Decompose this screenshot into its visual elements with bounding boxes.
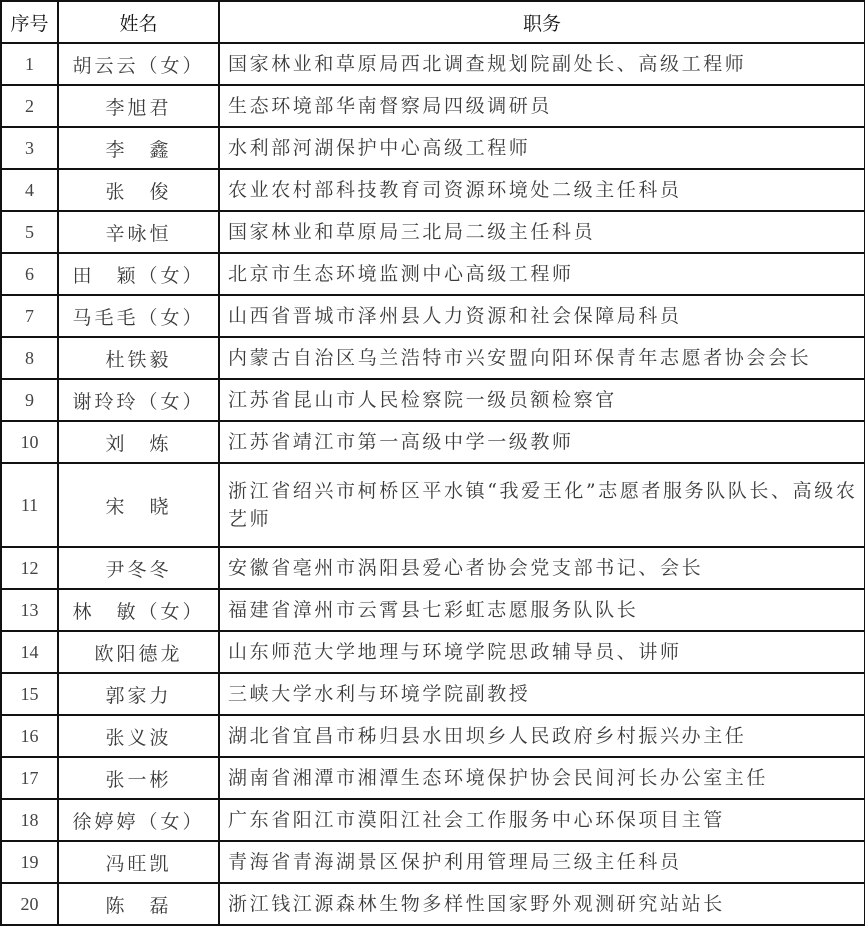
table-row: [1, 169, 865, 211]
row-name: 谢玲玲（女）: [58, 379, 219, 421]
table-row: [1, 379, 865, 421]
row-position: 江苏省昆山市人民检察院一级员额检察官: [219, 379, 865, 421]
table-row: [1, 295, 865, 337]
row-name: 张 俊: [58, 169, 219, 211]
row-position: 三峡大学水利与环境学院副教授: [219, 673, 865, 715]
row-name: 李旭君: [58, 85, 219, 127]
row-index: 14: [1, 631, 58, 673]
row-index: 8: [1, 337, 58, 379]
table-row: [1, 883, 865, 925]
row-position: 北京市生态环境监测中心高级工程师: [219, 253, 865, 295]
row-position: 生态环境部华南督察局四级调研员: [219, 85, 865, 127]
row-index: 6: [1, 253, 58, 295]
row-index: 5: [1, 211, 58, 253]
row-index: 19: [1, 841, 58, 883]
row-position: 水利部河湖保护中心高级工程师: [219, 127, 865, 169]
row-position: 福建省漳州市云霄县七彩虹志愿服务队队长: [219, 589, 865, 631]
header-index: 序号: [1, 1, 58, 43]
row-position: 山西省晋城市泽州县人力资源和社会保障局科员: [219, 295, 865, 337]
row-index: 15: [1, 673, 58, 715]
header-position: 职务: [219, 1, 865, 43]
row-index: 1: [1, 43, 58, 85]
row-position: 安徽省亳州市涡阳县爱心者协会党支部书记、会长: [219, 547, 865, 589]
row-position: 浙江省绍兴市柯桥区平水镇“我爱王化”志愿者服务队队长、高级农艺师: [219, 463, 865, 547]
row-position: 湖南省湘潭市湘潭生态环境保护协会民间河长办公室主任: [219, 757, 865, 799]
row-index: 2: [1, 85, 58, 127]
row-name: 李 鑫: [58, 127, 219, 169]
table-row: [1, 421, 865, 463]
table-row: [1, 757, 865, 799]
table-row: [1, 799, 865, 841]
row-index: 9: [1, 379, 58, 421]
table-row: [1, 715, 865, 757]
row-index: 3: [1, 127, 58, 169]
row-index: 12: [1, 547, 58, 589]
row-index: 4: [1, 169, 58, 211]
row-position: 广东省阳江市漠阳江社会工作服务中心环保项目主管: [219, 799, 865, 841]
row-name: 宋 晓: [58, 463, 219, 547]
table-row: [1, 337, 865, 379]
row-position: 国家林业和草原局三北局二级主任科员: [219, 211, 865, 253]
row-position: 浙江钱江源森林生物多样性国家野外观测研究站站长: [219, 883, 865, 925]
row-position: 内蒙古自治区乌兰浩特市兴安盟向阳环保青年志愿者协会会长: [219, 337, 865, 379]
row-position: 农业农村部科技教育司资源环境处二级主任科员: [219, 169, 865, 211]
table-row: [1, 463, 865, 547]
row-name: 陈 磊: [58, 883, 219, 925]
row-index: 20: [1, 883, 58, 925]
table-row: [1, 841, 865, 883]
row-index: 18: [1, 799, 58, 841]
row-position: 江苏省靖江市第一高级中学一级教师: [219, 421, 865, 463]
row-name: 胡云云（女）: [58, 43, 219, 85]
row-position: 国家林业和草原局西北调查规划院副处长、高级工程师: [219, 43, 865, 85]
table-row: [1, 85, 865, 127]
row-index: 11: [1, 463, 58, 547]
row-index: 13: [1, 589, 58, 631]
row-index: 7: [1, 295, 58, 337]
row-index: 17: [1, 757, 58, 799]
row-position: 山东师范大学地理与环境学院思政辅导员、讲师: [219, 631, 865, 673]
row-name: 马毛毛（女）: [58, 295, 219, 337]
table-row: [1, 547, 865, 589]
row-position: 青海省青海湖景区保护利用管理局三级主任科员: [219, 841, 865, 883]
table-row: [1, 253, 865, 295]
row-name: 徐婷婷（女）: [58, 799, 219, 841]
header-name: 姓名: [58, 1, 219, 43]
row-name: 尹冬冬: [58, 547, 219, 589]
row-name: 欧阳德龙: [58, 631, 219, 673]
table-row: [1, 211, 865, 253]
row-name: 刘 炼: [58, 421, 219, 463]
row-index: 16: [1, 715, 58, 757]
row-name: 辛咏恒: [58, 211, 219, 253]
row-position: 湖北省宜昌市秭归县水田坝乡人民政府乡村振兴办主任: [219, 715, 865, 757]
table-row: [1, 631, 865, 673]
row-index: 10: [1, 421, 58, 463]
row-name: 林 敏（女）: [58, 589, 219, 631]
row-name: 张义波: [58, 715, 219, 757]
table-row: [1, 127, 865, 169]
row-name: 田 颖（女）: [58, 253, 219, 295]
header-row: [1, 1, 865, 43]
table-row: [1, 673, 865, 715]
table-row: [1, 43, 865, 85]
row-name: 杜铁毅: [58, 337, 219, 379]
row-name: 张一彬: [58, 757, 219, 799]
row-name: 冯旺凯: [58, 841, 219, 883]
table-row: [1, 589, 865, 631]
row-name: 郭家力: [58, 673, 219, 715]
